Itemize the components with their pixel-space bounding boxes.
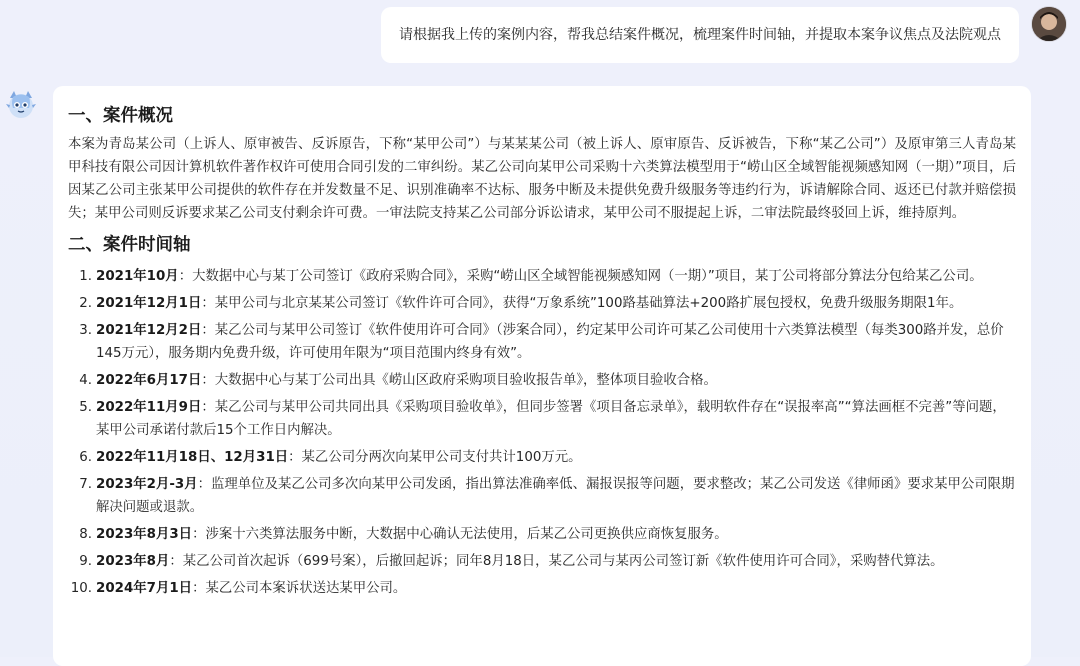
section-title-overview: 一、案件概况 (68, 106, 173, 126)
timeline-item-text: ：某乙公司首次起诉（699号案），后撤回起诉；同年8月18日，某乙公司与某丙公司签订新《软件使用许可合同》，采购替代算法。 (169, 554, 944, 569)
timeline-item (68, 319, 1016, 365)
timeline-item-number: 1. (79, 269, 92, 284)
timeline-item-date: 2022年6月17日 (96, 373, 202, 388)
timeline-item (68, 369, 1016, 392)
timeline-item (68, 265, 1016, 288)
timeline-item-date: 2023年2月-3月 (96, 477, 198, 492)
timeline-item-text: ：大数据中心与某丁公司出具《崂山区政府采购项目验收报告单》，整体项目验收合格。 (201, 373, 717, 388)
timeline-item (68, 550, 1016, 573)
timeline-item-number: 4. (79, 373, 92, 388)
timeline-list (68, 265, 1016, 600)
timeline-item-date: 2023年8月 (96, 554, 170, 569)
timeline-item (68, 446, 1016, 469)
timeline-item-text: ：监理单位及某乙公司多次向某甲公司发函，指出算法准确率低、漏报误报等问题，要求整改；某乙公司发送《律师函》要求某甲公司限期解决问题或退款。 (96, 477, 1015, 515)
timeline-item-date: 2023年8月3日 (96, 527, 193, 542)
timeline-item-date: 2024年7月1日 (96, 581, 193, 596)
timeline-item-number: 6. (79, 450, 92, 465)
timeline-item (68, 396, 1016, 442)
timeline-item (68, 473, 1016, 519)
timeline-item-text: ：大数据中心与某丁公司签订《政府采购合同》，采购“崂山区全域智能视频感知网（一期）”项目，某丁公司将部分算法分包给某乙公司。 (178, 269, 983, 284)
timeline-item (68, 577, 1016, 600)
timeline-item-date: 2021年12月1日 (96, 296, 202, 311)
timeline-item-number: 7. (79, 477, 92, 492)
timeline-item-text: ：某乙公司与某甲公司共同出具《采购项目验收单》，但同步签署《项目备忘录单》，载明软件存在“误报率高”“算法画框不完善”等问题，某甲公司承诺付款后15个工作日内解决。 (96, 400, 1006, 438)
timeline-item-number: 3. (79, 323, 92, 338)
user-avatar[interactable] (1032, 7, 1066, 41)
timeline-item-date: 2021年12月2日 (96, 323, 202, 338)
assistant-answer-card (53, 86, 1031, 666)
timeline-item-text: ：涉案十六类算法服务中断，大数据中心确认无法使用，后某乙公司更换供应商恢复服务。 (192, 527, 728, 542)
timeline-item-text: ：某乙公司分两次向某甲公司支付共计100万元。 (288, 450, 582, 465)
section-title-timeline: 二、案件时间轴 (68, 235, 191, 255)
timeline-item (68, 292, 1016, 315)
timeline-item-number: 10. (70, 581, 92, 596)
user-message-bubble: 请根据我上传的案例内容，帮我总结案件概况，梳理案件时间轴，并提取本案争议焦点及法院观点 (381, 7, 1019, 63)
timeline-item-number: 5. (79, 400, 92, 415)
timeline-item-text: ：某甲公司与北京某某公司签订《软件许可合同》，获得“万象系统”100路基础算法+200路扩展包授权，免费升级服务期限1年。 (201, 296, 963, 311)
assistant-avatar-icon (4, 88, 38, 122)
timeline-item-number: 9. (79, 554, 92, 569)
timeline-item (68, 523, 1016, 546)
user-message-row (381, 7, 1066, 63)
timeline-item-date: 2021年10月 (96, 269, 179, 284)
user-avatar-photo-icon (1032, 7, 1066, 41)
timeline-item-date: 2022年11月18日、12月31日 (96, 450, 289, 465)
timeline-item-text: ：某乙公司本案诉状送达某甲公司。 (192, 581, 407, 596)
timeline-item-date: 2022年11月9日 (96, 400, 202, 415)
timeline-item-number: 2. (79, 296, 92, 311)
timeline-item-number: 8. (79, 527, 92, 542)
timeline-item-text: ：某乙公司与某甲公司签订《软件使用许可合同》（涉案合同），约定某甲公司许可某乙公司使用十六类算法模型（每类300路并发，总价145万元），服务期内免费升级，许可使用年限为“项目范围内终身有效”。 (96, 323, 1004, 361)
case-summary: 本案为青岛某公司（上诉人、原审被告、反诉原告，下称“某甲公司”）与某某某公司（被上诉人、原审原告、反诉被告，下称“某乙公司”）及原审第三人青岛某甲科技有限公司因计算机软件著作权许可使用合同引发的二审纠纷。某乙公司向某甲公司采购十六类算法模型用于“崂山区全域智能视频感知网（一期）”项目，后因某乙公司主张某甲公司提供的软件存在并发数量不足、识别准确率不达标、服务中断及未提供免费升级服务等违约行为，诉请解除合同、返还已付款并赔偿损失；某甲公司则反诉要求某乙公司支付剩余许可费。一审法院支持某乙公司部分诉讼请求，某甲公司不服提起上诉，二审法院最终驳回上诉，维持原判。 (68, 137, 1016, 221)
